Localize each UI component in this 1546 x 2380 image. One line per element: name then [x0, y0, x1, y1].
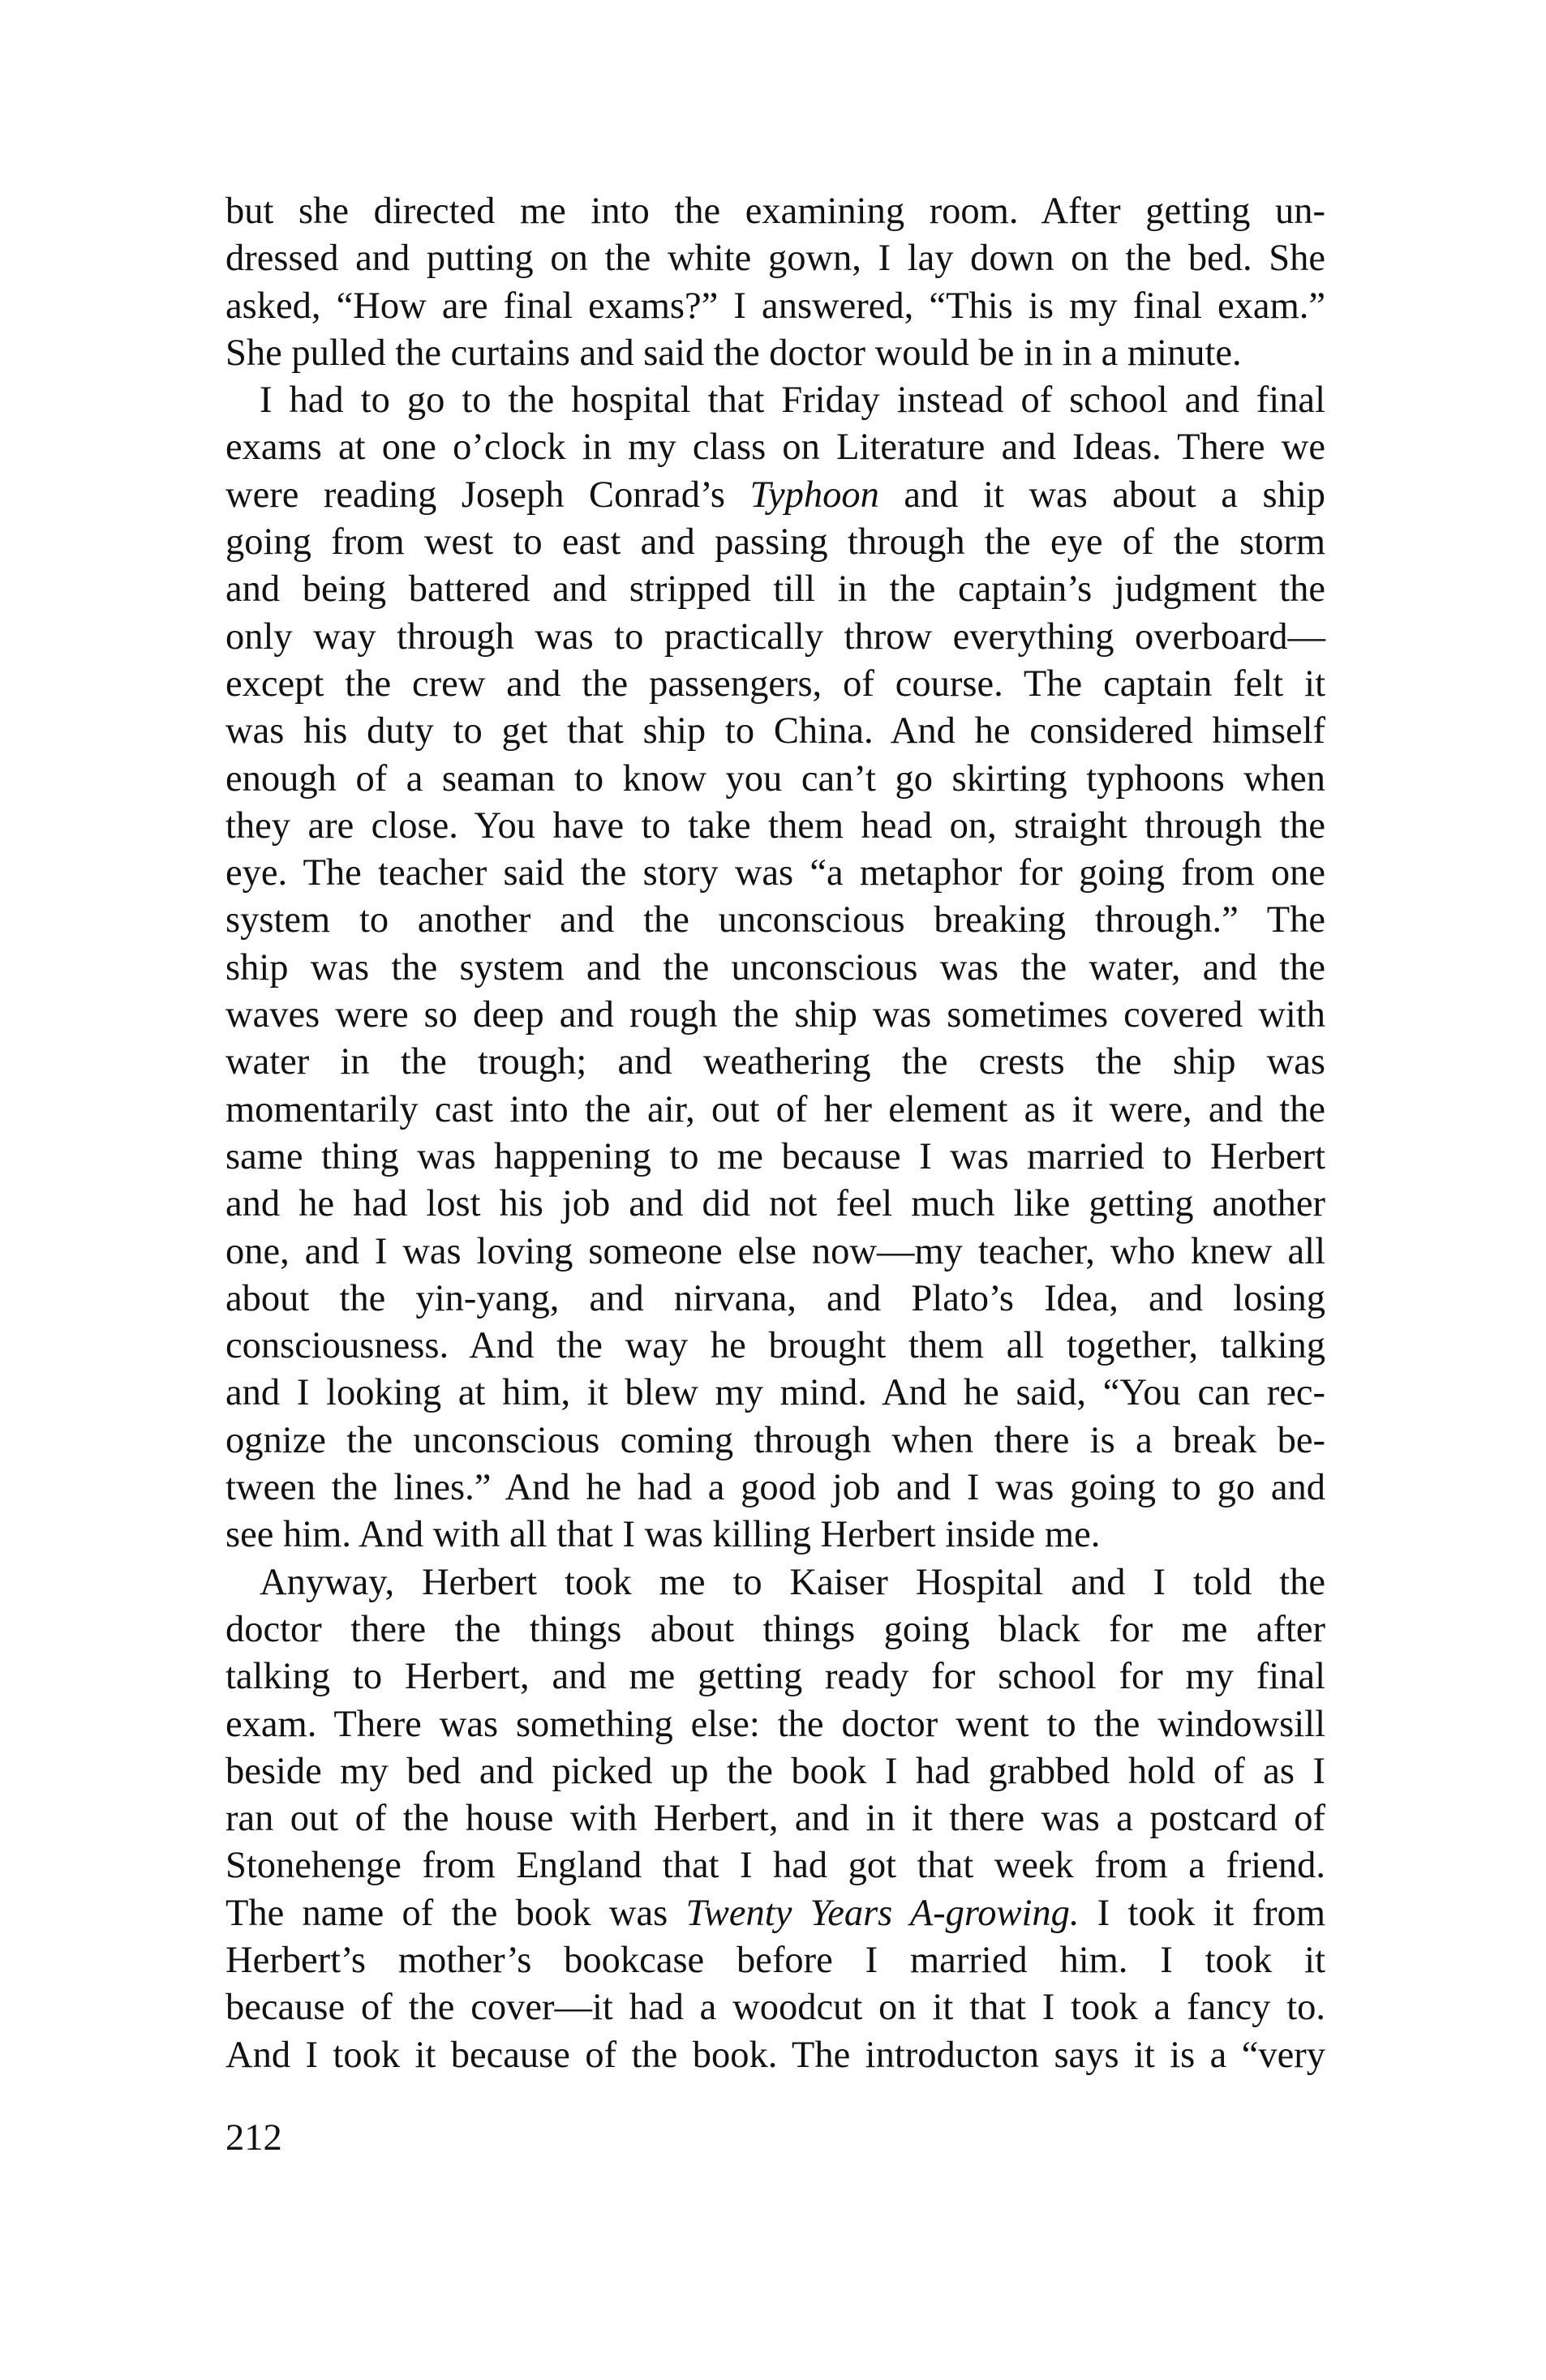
text-segment: I took it from	[1079, 1892, 1325, 1934]
text-line: about the yin-yang, and nirvana, and Plato’s Idea, and losing	[225, 1277, 1325, 1319]
text-line: doctor there the things about things going black for me after	[225, 1608, 1325, 1650]
text-segment: were reading Joseph Conrad’s	[225, 474, 750, 516]
text-line: same thing was happening to me because I was married to Herbert	[225, 1135, 1325, 1177]
text-line: and being battered and stripped till in the captain’s judgment the	[225, 568, 1325, 611]
text-line: Stonehenge from England that I had got that week from a friend.	[225, 1845, 1325, 1887]
text-line: ran out of the house with Herbert, and in it there was a postcard of	[225, 1798, 1325, 1840]
text-line: consciousness. And the way he brought them all together, talking	[225, 1325, 1325, 1367]
text-line: Herbert’s mother’s bookcase before I married him. I took it	[225, 1939, 1325, 1981]
text-line: talking to Herbert, and me getting ready for school for my final	[225, 1656, 1325, 1698]
text-line: beside my bed and picked up the book I had grabbed hold of as I	[225, 1750, 1325, 1792]
text-line: exam. There was something else: the doctor went to the windowsill	[225, 1703, 1325, 1745]
text-line: And I took it because of the book. The introducton says it is a “very	[225, 2034, 1325, 2076]
text-line	[225, 472, 1325, 519]
text-line: and I looking at him, it blew my mind. And he said, “You can rec-	[225, 1372, 1325, 1414]
text-line: system to another and the unconscious breaking through.” The	[225, 899, 1325, 941]
text-line: waves were so deep and rough the ship was sometimes covered with	[225, 994, 1325, 1036]
text-line: but she directed me into the examining room. After getting un-	[225, 191, 1325, 232]
text-line: momentarily cast into the air, out of her element as it were, and the	[225, 1088, 1325, 1130]
text-line: She pulled the curtains and said the doctor would be in in a minute.	[225, 332, 1242, 374]
book-title-twenty-years-a-growing: Twenty Years A-growing.	[685, 1892, 1080, 1934]
text-line: I had to go to the hospital that Friday instead of school and final	[260, 380, 1325, 422]
text-line: exams at one o’clock in my class on Literature and Ideas. There we	[225, 427, 1325, 469]
text-line: was his duty to get that ship to China. And he considered himself	[225, 710, 1325, 753]
text-line: see him. And with all that I was killing Herbert inside me.	[225, 1514, 1101, 1556]
text-line: asked, “How are final exams?” I answered, “This is my final exam.”	[225, 285, 1325, 327]
text-line: dressed and putting on the white gown, I lay down on the bed. She	[225, 238, 1325, 280]
text-segment: and it was about a ship	[878, 474, 1325, 516]
text-line: and he had lost his job and did not feel much like getting another	[225, 1183, 1325, 1225]
text-line: ognize the unconscious coming through when there is a break be-	[225, 1419, 1325, 1461]
text-segment: The name of the book was	[225, 1892, 686, 1934]
text-line: they are close. You have to take them head on, straight through the	[225, 804, 1325, 847]
text-line: because of the cover—it had a woodcut on it that I took a fancy to.	[225, 1987, 1325, 2029]
text-line: eye. The teacher said the story was “a metaphor for going from one	[225, 852, 1325, 894]
text-line: water in the trough; and weathering the crests the ship was	[225, 1041, 1325, 1083]
text-line: going from west to east and passing through the eye of the storm	[225, 521, 1325, 564]
body-text	[225, 188, 1325, 2079]
text-line: except the crew and the passengers, of course. The captain felt it	[225, 663, 1325, 705]
text-line: enough of a seaman to know you can’t go skirting typhoons when	[225, 757, 1325, 800]
text-line: only way through was to practically throw everything overboard—	[225, 615, 1325, 658]
text-line: tween the lines.” And he had a good job and I was going to go and	[225, 1467, 1325, 1509]
text-line: ship was the system and the unconscious was the water, and the	[225, 946, 1325, 988]
text-line	[225, 1890, 1325, 1937]
page-number: 212	[225, 2117, 282, 2159]
text-line: one, and I was loving someone else now—my teacher, who knew all	[225, 1230, 1325, 1272]
text-line: Anyway, Herbert took me to Kaiser Hospital and I told the	[260, 1561, 1325, 1603]
book-title-typhoon: Typhoon	[749, 474, 879, 516]
